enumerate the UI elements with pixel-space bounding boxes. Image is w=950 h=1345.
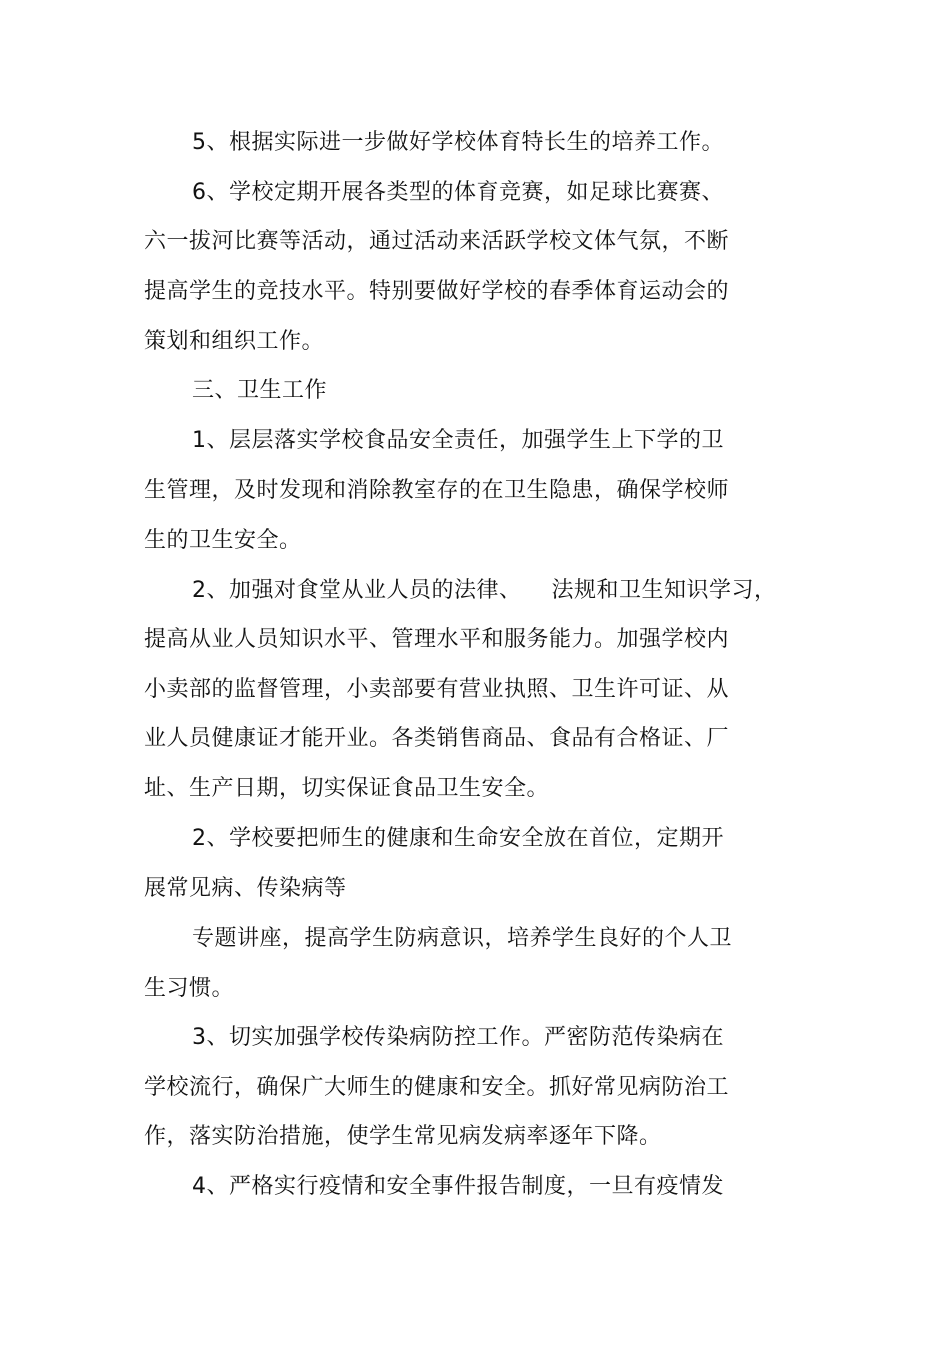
text-line: 展常见病、传染病等 <box>144 876 347 901</box>
text-line: 六一拔河比赛等活动，通过活动来活跃学校文体气氛，不断 <box>144 229 730 254</box>
text-line: 生的卫生安全。 <box>144 528 302 553</box>
text-line: 提高学生的竞技水平。特别要做好学校的春季体育运动会的 <box>144 279 730 304</box>
text-line: 专题讲座，提高学生防病意识，培养学生良好的个人卫 <box>192 926 733 951</box>
text-line: 提高从业人员知识水平、管理水平和服务能力。加强学校内 <box>144 627 730 652</box>
text-line: 1、层层落实学校食品安全责任，加强学生上下学的卫 <box>192 428 724 453</box>
text-line: 策划和组织工作。 <box>144 329 325 354</box>
text-line: 生习惯。 <box>144 976 235 1001</box>
text-line: 3、切实加强学校传染病防控工作。严密防范传染病在 <box>192 1025 724 1050</box>
text-line: 业人员健康证才能开业。各类销售商品、食品有合格证、厂 <box>144 726 730 751</box>
text-line: 学校流行，确保广大师生的健康和安全。抓好常见病防治工 <box>144 1075 730 1100</box>
text-line: 4、严格实行疫情和安全事件报告制度，一旦有疫情发 <box>192 1174 724 1199</box>
text-line: 作，落实防治措施，使学生常见病发病率逐年下降。 <box>144 1124 662 1149</box>
text-line: 址、生产日期，切实保证食品卫生安全。 <box>144 776 550 801</box>
text-line: 2、学校要把师生的健康和生命安全放在首位，定期开 <box>192 826 724 851</box>
text-line: 6、学校定期开展各类型的体育竞赛，如足球比赛赛、 <box>192 180 724 205</box>
text-line: 小卖部的监督管理，小卖部要有营业执照、卫生许可证、从 <box>144 677 730 702</box>
text-line: 2、加强对食堂从业人员的法律、 法规和卫生知识学习， <box>192 578 777 603</box>
text-line: 生管理，及时发现和消除教室存的在卫生隐患，确保学校师 <box>144 478 730 503</box>
text-line: 5、根据实际进一步做好学校体育特长生的培养工作。 <box>192 130 724 155</box>
section-heading: 三、卫生工作 <box>192 378 328 403</box>
